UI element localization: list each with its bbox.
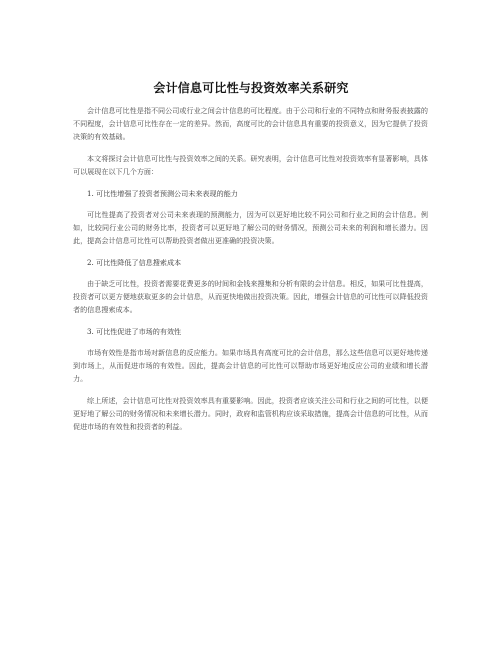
document-title: 会计信息可比性与投资效率关系研究 [153, 81, 349, 95]
conclusion-paragraph: 综上所述，会计信息可比性对投资效率具有重要影响。因此，投资者应该关注公司和行业之间的可比性，以便更好地了解公司的财务情况和未来增长潜力。同时，政府和监管机构应该采取措施，提高会计信息的可比性，从而促进市场的有效性和投资者的利益。 [73, 396, 428, 431]
section-heading-2: 2. 可比性降低了信息搜索成本 [87, 258, 182, 267]
section-3-paragraph: 市场有效性是指市场对新信息的反应能力。如果市场具有高度可比的会计信息，那么这些信息可以更好地传递到市场上，从而促进市场的有效性。因此，提高会计信息的可比性可以帮助市场更好地反应公司的业绩和增长潜力。 [73, 348, 428, 383]
section-heading-3: 3. 可比性促进了市场的有效性 [87, 327, 182, 336]
section-1-paragraph: 可比性提高了投资者对公司未来表现的预测能力，因为可以更好地比较不同公司和行业之间的会计信息。例如，比较同行业公司的财务比率，投资者可以更好地了解公司的财务情况，预测公司未来的利润和增长潜力。因此，提高会计信息可比性可以帮助投资者做出更准确的投资决策。 [73, 210, 428, 245]
intro-paragraph: 会计信息可比性是指不同公司或行业之间会计信息的可比程度。由于公司和行业的不同特点和财务报表披露的不同程度，会计信息可比性存在一定的差异。然而，高度可比的会计信息具有重要的投资意义，因为它提供了投资决策的有效基础。 [73, 106, 428, 141]
section-2-paragraph: 由于缺乏可比性，投资者需要花费更多的时间和金钱来搜集和分析有限的会计信息。相反，如果可比性提高，投资者可以更方便地获取更多的会计信息，从而更快地做出投资决策。因此，增强会计信息的可比性可以降低投资者的信息搜索成本。 [73, 279, 428, 314]
document-body [73, 104, 428, 442]
section-heading-1: 1. 可比性增强了投资者预测公司未来表现的能力 [87, 189, 238, 198]
thesis-paragraph: 本文将探讨会计信息可比性与投资效率之间的关系。研究表明，会计信息可比性对投资效率有显著影响，具体可以展现在以下几个方面： [73, 154, 428, 176]
